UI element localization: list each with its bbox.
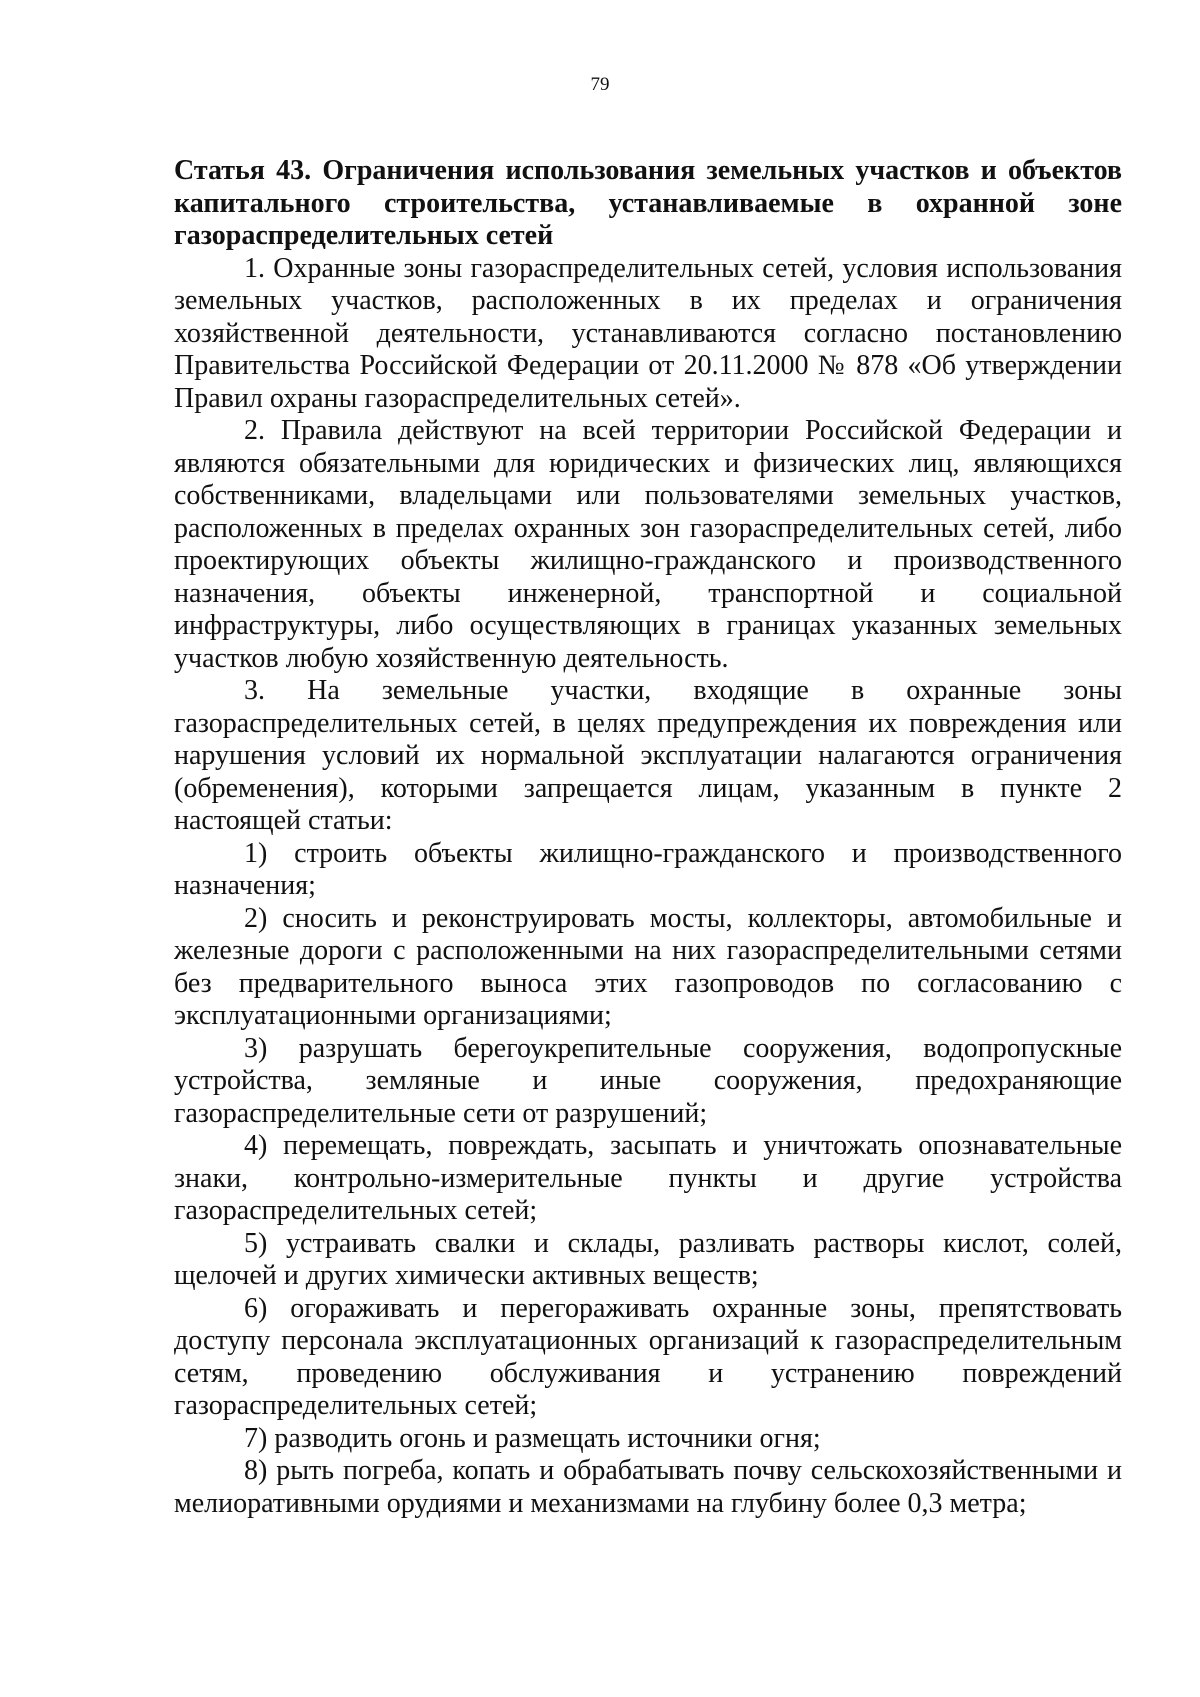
paragraph-3: 3. На земельные участки, входящие в охранные зоны газораспределительных сетей, в целях предупреждения их повреждения или нарушения условий их нормальной эксплуатации налагаются ограничения (обременения), которыми запрещается лицам, указанным в пункте 2 настоящей статьи:: [174, 675, 1122, 836]
article-body: [174, 155, 1122, 1520]
list-item-4: 4) перемещать, повреждать, засыпать и уничтожать опознавательные знаки, контрольно-измерительные пункты и другие устройства газораспределительных сетей;: [174, 1130, 1122, 1226]
page-number: 79: [590, 74, 610, 95]
list-item-8: 8) рыть погреба, копать и обрабатывать почву сельскохозяйственными и мелиоративными орудиями и механизмами на глубину более 0,3 метра;: [174, 1455, 1122, 1519]
list-item-1: 1) строить объекты жилищно-гражданского и производственного назначения;: [174, 837, 1122, 901]
list-item-3: 3) разрушать берегоукрепительные сооружения, водопропускные устройства, земляные и иные сооружения, предохраняющие газораспределительные сети от разрушений;: [174, 1032, 1122, 1129]
paragraph-1: 1. Охранные зоны газораспределительных сетей, условия использования земельных участков, расположенных в их пределах и ограничения хозяйственной деятельности, устанавливаются согласно постановлению Правительства Российской Федерации от 20.11.2000 № 878 «Об утверждении Правил охраны газораспределительных сетей».: [174, 252, 1122, 414]
article-title: Статья 43. Ограничения использования земельных участков и объектов капитального строительства, устанавливаемые в охранной зоне газораспределительных сетей: [174, 155, 1122, 251]
list-item-7: 7) разводить огонь и размещать источники огня;: [244, 1422, 821, 1454]
list-item-5: 5) устраивать свалки и склады, разливать растворы кислот, солей, щелочей и других химически активных веществ;: [174, 1227, 1122, 1291]
list-item-2: 2) сносить и реконструировать мосты, коллекторы, автомобильные и железные дороги с расположенными на них газораспределительными сетями без предварительного выноса этих газопроводов по согласованию с эксплуатационными организациями;: [174, 902, 1122, 1031]
paragraph-2: 2. Правила действуют на всей территории Российской Федерации и являются обязательными для юридических и физических лиц, являющихся собственниками, владельцами или пользователями земельных участков, расположенных в пределах охранных зон газораспределительных сетей, либо проектирующих объекты жилищно-гражданского и производственного назначения, объекты инженерной, транспортной и социальной инфраструктуры, либо осуществляющих в границах указанных земельных участков любую хозяйственную деятельность.: [174, 415, 1122, 674]
list-item-6: 6) огораживать и перегораживать охранные зоны, препятствовать доступу персонала эксплуатационных организаций к газораспределительным сетям, проведению обслуживания и устранению повреждений газораспределительных сетей;: [174, 1292, 1122, 1421]
